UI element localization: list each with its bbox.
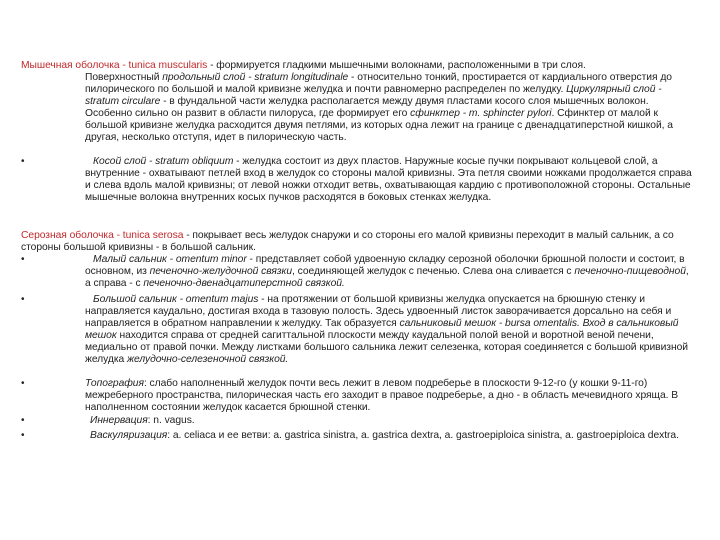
major-omentum-text-4: находится справа от средней сагиттальной плоскости между каудальной полой веной и воротной веной печени, медиально от правой почки. Между листками большого сальника лежит селезенка, которая соединяется с большой кривизной желудка [85, 329, 688, 365]
serous-coat-title: Серозная оболочка - tunica serosa [21, 230, 184, 241]
bullet-oblique: • [21, 156, 25, 167]
layers-text-5: - в фундальной части желудка располагается между двумя пластами косого слоя мышечных волокон. Особенно сильно он развит в области пилоруса, где формирует его [85, 95, 649, 119]
vascularization-term: Васкуляризация [90, 430, 168, 441]
omental-bursa-term: сальниковый мешок - bursa omentalis. Вход в сальниковый мешок [85, 317, 679, 341]
topography-term: Топография [85, 378, 144, 389]
gastrosplenic-ligament-term: желудочно-селезеночной связкой. [127, 353, 289, 365]
innervation-paragraph [85, 415, 693, 427]
hepatoesophageal-term: печеночно-пищеводной [574, 265, 686, 277]
layers-text-1: Поверхностный [85, 72, 163, 83]
sphincter-term: сфинктер - m. sphincter pylori [410, 107, 552, 119]
vascularization-text: : a. celiaca и ее ветви: a. gastrica sinistra, a. gastrica dextra, a. gastroepiploica sinistra, a. gastroepiploica dextra. [167, 430, 679, 441]
minor-omentum-text-2: - представляет собой удвоенную складку серозной оболочки брюшной полости и состоит, в основном, из [85, 254, 685, 277]
serous-coat-intro: - покрывает весь желудок снаружи и со стороны его малой кривизны переходит в малый сальник, а со стороны большой кривизны - в большой сальник. [21, 230, 674, 253]
bullet-major-omentum: • [21, 294, 25, 305]
innervation-text: : n. vagus. [147, 415, 195, 426]
muscular-coat-title: Мышечная оболочка - tunica muscularis [21, 60, 208, 71]
major-omentum-text-2: - на протяжении от большой кривизны желудка опускается на брюшную стенку и направляется каудально, достигая входа в тазовую полость. Здесь удвоенный листок заворачивается дорсально на себя и направляется в обратном направлении к желудку. Так образуется [85, 294, 672, 329]
minor-omentum-text-6: , а справа - с [85, 265, 689, 289]
hepatoduodenal-ligament-term: печеночно-двенадцатиперстной связкой. [143, 277, 345, 289]
topography-paragraph [85, 378, 693, 414]
minor-omentum-term: Малый сальник - omentum minor [93, 254, 247, 265]
minor-omentum-text-4: , соединяющей желудок с печенью. Слева она сливается с [292, 265, 575, 277]
bullet-innervation: • [21, 415, 25, 426]
muscular-coat-paragraph [21, 60, 701, 72]
topography-text: : слабо наполненный желудок почти весь лежит в левом подреберье в плоскости 9-12-го (у кошки 9-11-го) межреберного пространства, пилорическая часть его заходит в правое подреберье, а дно - в область мечевидного хряща. В наполненном состоянии желудок касается брюшной стенки. [85, 378, 679, 413]
oblique-layer-paragraph [85, 156, 693, 204]
bullet-vascularization: • [21, 430, 25, 441]
hepatogastric-ligament-term: печеночно-желудочной связки [149, 265, 293, 277]
serous-coat-paragraph [21, 230, 701, 254]
layers-text-3: - относительно тонкий, простирается от кардиального отверстия до пилорического по большой и малой кривизне желудка и почти равномерно распределен по желудку. [85, 72, 672, 95]
minor-omentum-paragraph [85, 254, 693, 290]
layers-text-7: . Сфинктер от малой к большой кривизне желудка расходится двумя петлями, из которых одна лежит на границе с двенадцатиперстной кишкой, а другая, несколько отступя, идет в пилорическую часть. [85, 107, 673, 143]
vascularization-paragraph [85, 430, 693, 442]
innervation-term: Иннервация [90, 415, 148, 426]
major-omentum-term: Большой сальник - omentum majus [93, 294, 259, 305]
longitudinal-layer-term: продольный слой - stratum longitudinale [162, 72, 349, 83]
major-omentum-paragraph [85, 294, 693, 365]
bullet-topography: • [21, 378, 25, 389]
muscular-coat-intro: - формируется гладкими мышечными волокнами, расположенными в три слоя. [207, 60, 586, 71]
oblique-layer-text: - желудка состоит из двух пластов. Наружные косые пучки покрывают кольцевой слой, а внутренние - охватывают петлей вход в желудок со стороны малой кривизны. Эта петля своими ножками продолжается справа и слева вдоль малой кривизны; от левой ножки отходит ветвь, охватывающая кардию с противоположной стороны. Остальные мышечные волокна внутренних косых пучков расходятся в боковых стенках желудка. [85, 156, 692, 203]
muscle-layers-paragraph [85, 72, 693, 143]
circular-layer-term: Циркулярный слой - stratum circulare [85, 83, 662, 107]
oblique-layer-term: Косой слой - stratum obliquum [93, 156, 234, 167]
bullet-minor-omentum: • [21, 254, 25, 265]
